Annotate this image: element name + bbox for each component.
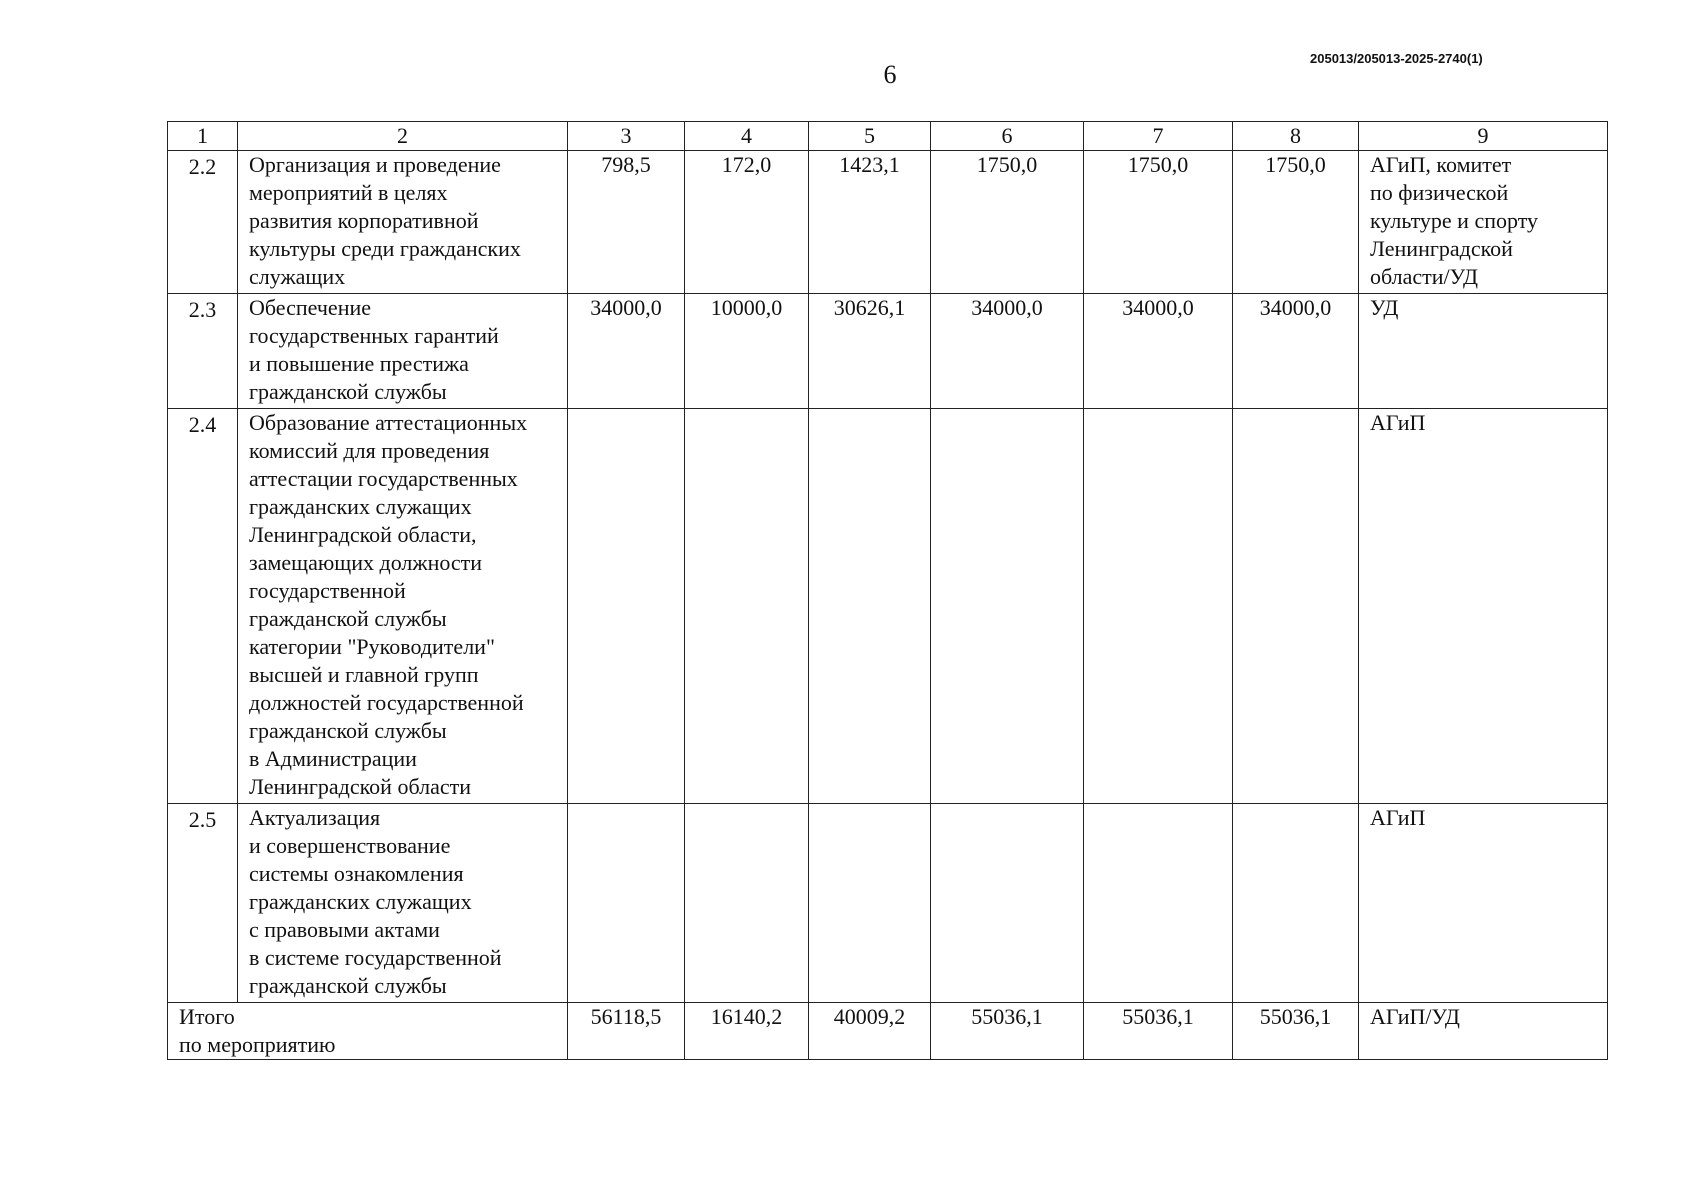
activity-name <box>238 151 568 294</box>
header-cell: 8 <box>1233 122 1359 151</box>
activity-name-line: замещающих должности <box>249 550 483 575</box>
header-cell: 3 <box>568 122 685 151</box>
activity-name-line: Актуализация <box>249 805 381 830</box>
activity-name-line: гражданской службы <box>249 606 447 631</box>
header-cell: 7 <box>1084 122 1233 151</box>
value-cell <box>931 804 1084 1003</box>
value-cell: 34000,0 <box>1233 294 1359 409</box>
page-number: 6 <box>883 60 897 89</box>
value-cell: 1423,1 <box>809 151 931 294</box>
activity-name <box>238 294 568 409</box>
activity-name-line: высшей и главной групп <box>249 662 479 687</box>
document-code: 205013/205013-2025-2740(1) <box>1310 51 1483 66</box>
total-row <box>168 1003 1608 1060</box>
activity-name-line: в системе государственной <box>249 945 502 970</box>
value-cell <box>1233 409 1359 804</box>
activity-name-line: Ленинградской области <box>249 774 471 799</box>
header-cell: 6 <box>931 122 1084 151</box>
activity-name <box>238 409 568 804</box>
activity-name-line: мероприятий в целях <box>249 180 448 205</box>
total-value-cell: 16140,2 <box>685 1003 809 1060</box>
responsible-cell <box>1359 409 1608 804</box>
header-cell: 5 <box>809 122 931 151</box>
total-label <box>168 1003 568 1060</box>
total-responsible-cell: АГиП/УД <box>1359 1003 1608 1060</box>
value-cell <box>685 804 809 1003</box>
value-cell <box>809 804 931 1003</box>
value-cell: 1750,0 <box>1084 151 1233 294</box>
header-cell: 4 <box>685 122 809 151</box>
value-cell: 34000,0 <box>568 294 685 409</box>
row-number: 2.4 <box>168 409 238 804</box>
total-value-cell: 55036,1 <box>1084 1003 1233 1060</box>
activity-name-line: гражданских служащих <box>249 494 472 519</box>
total-value-cell: 55036,1 <box>1233 1003 1359 1060</box>
row-number: 2.5 <box>168 804 238 1003</box>
table-row <box>168 151 1608 294</box>
activity-name-line: гражданских служащих <box>249 889 472 914</box>
responsible-cell <box>1359 151 1608 294</box>
value-cell: 1750,0 <box>931 151 1084 294</box>
activity-name-line: комиссий для проведения <box>249 438 490 463</box>
activity-name-line: государственных гарантий <box>249 323 499 348</box>
value-cell <box>685 409 809 804</box>
table-header-row <box>168 122 1608 151</box>
table-row <box>168 294 1608 409</box>
responsible-line: культуре и спорту <box>1370 208 1539 233</box>
activities-table <box>167 121 1608 1060</box>
activity-name-line: государственной <box>249 578 406 603</box>
responsible-line: АГиП, комитет <box>1370 152 1512 177</box>
activity-name-line: развития корпоративной <box>249 208 479 233</box>
value-cell <box>931 409 1084 804</box>
activity-name <box>238 804 568 1003</box>
activity-name-line: Организация и проведение <box>249 152 501 177</box>
value-cell <box>568 409 685 804</box>
value-cell: 30626,1 <box>809 294 931 409</box>
activity-name-line: с правовыми актами <box>249 917 440 942</box>
value-cell <box>1084 804 1233 1003</box>
activity-name-line: культуры среди гражданских <box>249 236 521 261</box>
responsible-line: АГиП <box>1370 805 1426 830</box>
responsible-cell <box>1359 804 1608 1003</box>
total-value-cell: 40009,2 <box>809 1003 931 1060</box>
total-value-cell: 55036,1 <box>931 1003 1084 1060</box>
value-cell <box>1233 804 1359 1003</box>
responsible-line: области/УД <box>1370 264 1479 289</box>
activity-name-line: системы ознакомления <box>249 861 464 886</box>
responsible-line: АГиП <box>1370 410 1426 435</box>
row-number: 2.2 <box>168 151 238 294</box>
responsible-line: Ленинградской <box>1370 236 1513 261</box>
activity-name-line: категории "Руководители" <box>249 634 495 659</box>
header-cell: 9 <box>1359 122 1608 151</box>
value-cell <box>809 409 931 804</box>
header-cell: 2 <box>238 122 568 151</box>
activity-name-line: гражданской службы <box>249 379 447 404</box>
row-number: 2.3 <box>168 294 238 409</box>
value-cell: 172,0 <box>685 151 809 294</box>
activity-name-line: гражданской службы <box>249 973 447 998</box>
activity-name-line: аттестации государственных <box>249 466 518 491</box>
activity-name-line: Обеспечение <box>249 295 371 320</box>
table-row <box>168 804 1608 1003</box>
value-cell: 10000,0 <box>685 294 809 409</box>
header-cell: 1 <box>168 122 238 151</box>
activity-name-line: должностей государственной <box>249 690 524 715</box>
total-value-cell: 56118,5 <box>568 1003 685 1060</box>
activity-name-line: в Администрации <box>249 746 417 771</box>
activity-name-line: Образование аттестационных <box>249 410 528 435</box>
responsible-cell <box>1359 294 1608 409</box>
value-cell <box>1084 409 1233 804</box>
value-cell <box>568 804 685 1003</box>
value-cell: 798,5 <box>568 151 685 294</box>
responsible-line: УД <box>1370 295 1399 320</box>
value-cell: 34000,0 <box>1084 294 1233 409</box>
value-cell: 1750,0 <box>1233 151 1359 294</box>
table-row <box>168 409 1608 804</box>
responsible-line: по физической <box>1370 180 1509 205</box>
activity-name-line: и совершенствование <box>249 833 451 858</box>
value-cell: 34000,0 <box>931 294 1084 409</box>
activity-name-line: гражданской службы <box>249 718 447 743</box>
activity-name-line: служащих <box>249 264 346 289</box>
total-label-line: Итого <box>179 1004 235 1029</box>
activity-name-line: Ленинградской области, <box>249 522 477 547</box>
total-label-line: по мероприятию <box>179 1032 336 1057</box>
activity-name-line: и повышение престижа <box>249 351 469 376</box>
